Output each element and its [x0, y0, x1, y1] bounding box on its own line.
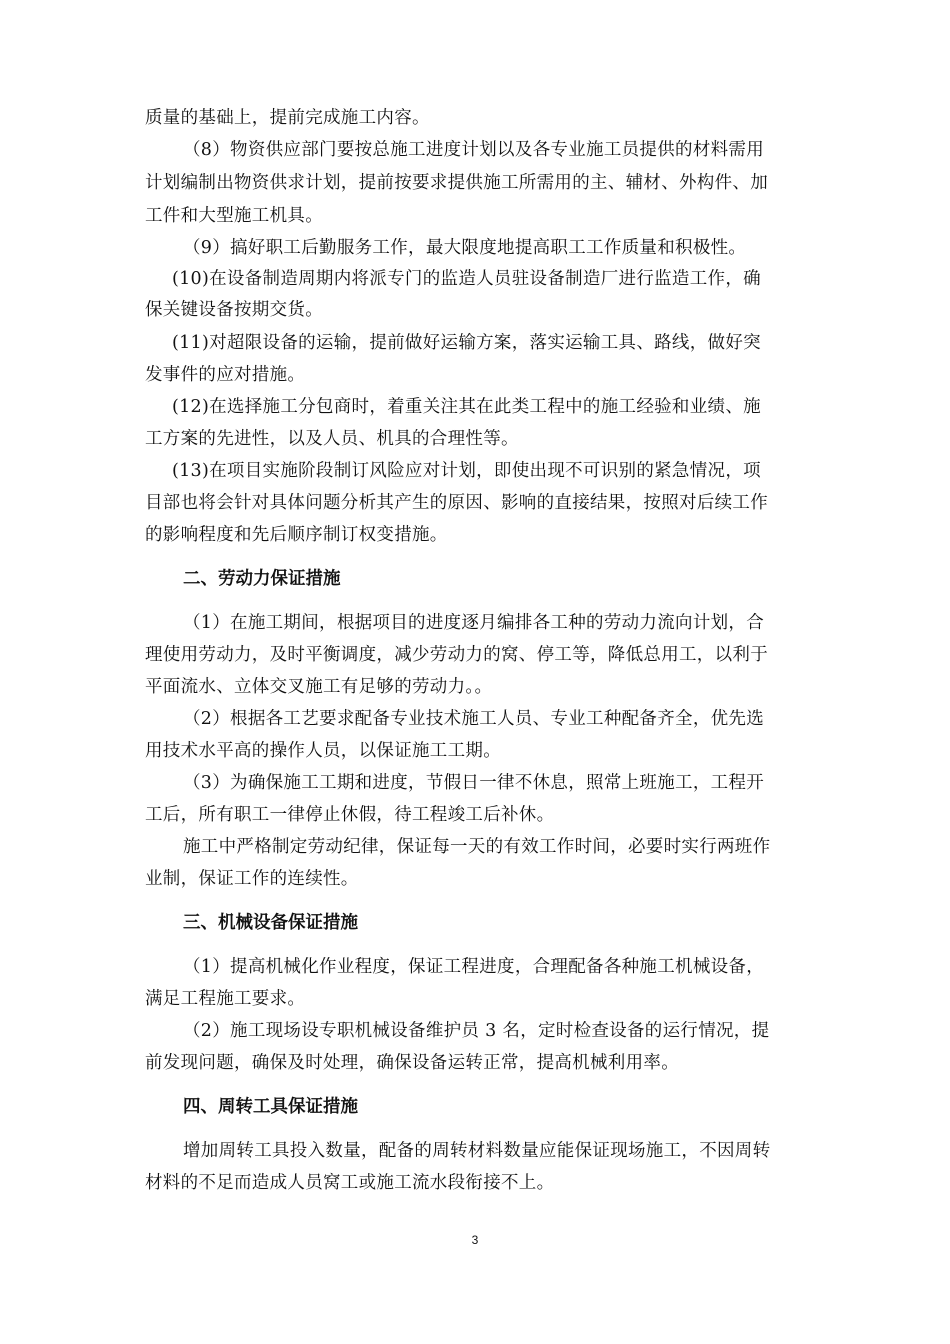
paragraph-line: 目部也将会针对具体问题分析其产生的原因、影响的直接结果，按照对后续工作: [145, 493, 768, 513]
paragraph-line: 工件和大型施工机具。: [145, 206, 323, 226]
section-heading: 二、劳动力保证措施: [183, 569, 341, 589]
paragraph-line: 用技术水平高的操作人员，以保证施工工期。: [145, 741, 501, 761]
paragraph-line: (11)对超限设备的运输，提前做好运输方案，落实运输工具、路线，做好突: [172, 333, 761, 353]
paragraph-line: (12)在选择施工分包商时，着重关注其在此类工程中的施工经验和业绩、施: [172, 397, 761, 417]
section-heading: 四、周转工具保证措施: [183, 1097, 358, 1117]
paragraph-line: 增加周转工具投入数量，配备的周转材料数量应能保证现场施工，不因周转: [183, 1141, 771, 1161]
paragraph-line: （8）物资供应部门要按总施工进度计划以及各专业施工员提供的材料需用: [183, 140, 765, 160]
paragraph-line: 平面流水、立体交叉施工有足够的劳动力。。: [145, 677, 493, 697]
paragraph-line: 的影响程度和先后顺序制订权变措施。: [145, 525, 448, 545]
paragraph-line: 计划编制出物资供求计划，提前按要求提供施工所需用的主、辅材、外构件、加: [145, 173, 768, 193]
paragraph-line: （3）为确保施工工期和进度，节假日一律不休息，照常上班施工，工程开: [183, 773, 765, 793]
paragraph-line: 发事件的应对措施。: [145, 365, 306, 385]
paragraph-line: 质量的基础上，提前完成施工内容。: [145, 108, 430, 128]
paragraph-line: 理使用劳动力，及时平衡调度，减少劳动力的窝、停工等，降低总用工，以利于: [145, 645, 768, 665]
paragraph-line: （2）根据各工艺要求配备专业技术施工人员、专业工种配备齐全，优先选: [183, 709, 765, 729]
paragraph-line: （1）提高机械化作业程度，保证工程进度，合理配备各种施工机械设备，: [183, 957, 765, 977]
paragraph-line: （2）施工现场设专职机械设备维护员 3 名，定时检查设备的运行情况，提: [183, 1021, 770, 1041]
paragraph-line: 材料的不足而造成人员窝工或施工流水段衔接不上。: [145, 1173, 555, 1193]
paragraph-line: (10)在设备制造周期内将派专门的监造人员驻设备制造厂进行监造工作，确: [172, 269, 761, 289]
paragraph-line: （9）搞好职工后勤服务工作，最大限度地提高职工工作质量和积极性。: [183, 238, 747, 258]
paragraph-line: 保关键设备按期交货。: [145, 300, 323, 320]
page-number: 3: [471, 1233, 479, 1247]
paragraph-line: 前发现问题，确保及时处理，确保设备运转正常，提高机械利用率。: [145, 1053, 679, 1073]
paragraph-line: （1）在施工期间，根据项目的进度逐月编排各工种的劳动力流向计划，合: [183, 613, 765, 633]
paragraph-line: 工后，所有职工一律停止休假，待工程竣工后补休。: [145, 805, 555, 825]
paragraph-line: 施工中严格制定劳动纪律，保证每一天的有效工作时间，必要时实行两班作: [183, 837, 771, 857]
paragraph-line: 业制，保证工作的连续性。: [145, 869, 359, 889]
paragraph-line: 工方案的先进性，以及人员、机具的合理性等。: [145, 429, 519, 449]
paragraph-line: (13)在项目实施阶段制订风险应对计划，即使出现不可识别的紧急情况，项: [172, 461, 761, 481]
section-heading: 三、机械设备保证措施: [183, 913, 358, 933]
paragraph-line: 满足工程施工要求。: [145, 989, 306, 1009]
